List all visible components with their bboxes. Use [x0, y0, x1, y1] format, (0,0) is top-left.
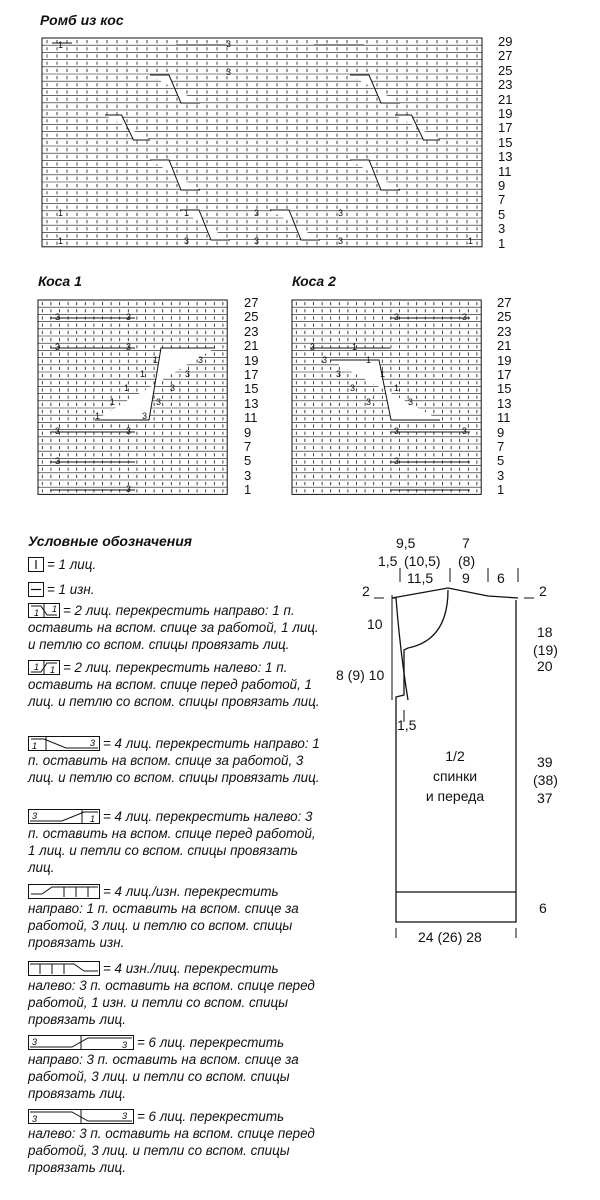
kosa1-mark: 3	[142, 411, 148, 421]
mark-1b-icon: 1	[52, 604, 58, 614]
kosa1-mark: 3	[55, 426, 61, 436]
mark-3f-icon: 3	[122, 1111, 128, 1121]
dim-armhole-right-2: (19)	[533, 642, 558, 658]
romb-mark: 3	[254, 208, 260, 218]
romb-rows-label: 3	[498, 221, 506, 237]
kosa2-rows-label: 11	[497, 410, 511, 426]
romb-mark: 3	[226, 39, 232, 49]
romb-rows-label: 15	[498, 134, 513, 150]
schematic-label-2: спинки	[432, 768, 478, 784]
legend-text-cross4-left-purl: = 4 изн./лиц. перекрестить налево: 3 п. оставить на вспом. спице перед работой, 1 изн. и петли со вспом. спицы провязать лиц.	[28, 961, 315, 1027]
kosa1-mark: 3	[156, 397, 162, 407]
dim-top-b: 7	[462, 535, 470, 551]
kosa1-mark: 3	[126, 484, 132, 494]
legend-text-cross4-right-purl: = 4 лиц./изн. перекрестить направо: 1 п. оставить на вспом. спице за работой, 3 лиц. и петлю со вспом. спицы провязать изн.	[28, 884, 299, 950]
kosa1-rows-label: 1	[244, 482, 252, 498]
romb-mark: 3	[226, 67, 232, 77]
dim-top-g: 9	[462, 570, 470, 586]
romb-mark: 1	[184, 208, 190, 218]
mark-3b-icon: 3	[32, 811, 38, 821]
kosa2-rows-label: 13	[497, 395, 512, 411]
kosa1-mark: 3	[185, 369, 191, 379]
legend-text-knit: = 1 лиц.	[47, 557, 97, 572]
kosa2-mark: 3	[462, 426, 468, 436]
kosa1-rows-label: 15	[244, 381, 259, 397]
dim-top-e: (8)	[458, 553, 476, 569]
kosa2-mark: 3	[462, 312, 468, 322]
legend-text-cross2-right: = 2 лиц. перекрестить направо: 1 п. оставить на вспом. спице за работой, 1 лиц. и петлю со вспом. спицы провязать лиц.	[28, 603, 319, 652]
kosa1-rows-label: 3	[244, 467, 252, 483]
kosa1-mark: 1	[153, 355, 159, 365]
dim-top-h: 6	[497, 570, 505, 586]
kosa1-mark: 3	[198, 355, 204, 365]
mark-3d-icon: 3	[122, 1040, 128, 1050]
kosa1-mark: 3	[126, 342, 132, 352]
romb-mark: 1	[58, 208, 64, 218]
kosa2-mark: 1	[380, 369, 386, 379]
romb-rows-label: 29	[498, 34, 513, 49]
legend-title: Условные обозначения	[28, 533, 193, 549]
dim-body-1: 39	[537, 754, 553, 770]
romb-mark: 1	[58, 236, 64, 246]
mark-3c-icon: 3	[32, 1037, 38, 1047]
kosa1-rows-label: 11	[244, 410, 258, 426]
legend-text-cross2-left: = 2 лиц. перекрестить налево: 1 п. оставить на вспом. спице перед работой, 1 лиц. и петлю со вспом. спицы провязать лиц.	[28, 660, 320, 709]
romb-mark: 3	[254, 236, 260, 246]
romb-mark: 3	[338, 236, 344, 246]
mark-3a-icon: 3	[90, 738, 96, 748]
romb-mark: 1	[468, 236, 474, 246]
dim-armhole-1-5: 1,5	[397, 717, 417, 733]
dim-top-c: 1,5	[378, 553, 398, 569]
kosa2-mark: 3	[408, 397, 414, 407]
kosa1-mark: 3	[55, 456, 61, 466]
kosa1-chart-title: Коса 1	[38, 273, 82, 289]
mark-3e-icon: 3	[32, 1114, 38, 1124]
dim-armhole-left: 8 (9) 10	[336, 667, 385, 683]
mark-1d-icon: 1	[50, 665, 56, 675]
dim-top-f: 11,5	[407, 570, 434, 586]
dim-top-d: (10,5)	[404, 553, 441, 569]
kosa1-mark: 3	[55, 342, 61, 352]
mark-1e-icon: 1	[32, 741, 38, 751]
kosa2-mark: 1	[366, 355, 372, 365]
kosa2-rows-label: 23	[497, 323, 512, 339]
dim-body-2: (38)	[533, 772, 558, 788]
romb-rows-label: 11	[498, 163, 512, 179]
kosa1-rows-label: 25	[244, 309, 259, 325]
kosa2-rows-label: 9	[497, 424, 505, 440]
romb-rows-label: 21	[498, 91, 513, 107]
kosa1-rows-label: 17	[244, 367, 259, 382]
dim-top-a: 9,5	[396, 535, 416, 551]
legend-text-cross4-right: = 4 лиц. перекрестить направо: 1 п. оставить на вспом. спице за работой, 3 лиц. и петлю со вспом. спицы провязать лиц.	[28, 736, 320, 785]
kosa1-mark: 1	[124, 383, 130, 393]
kosa1-rows-label: 21	[244, 338, 259, 354]
kosa2-mark: 3	[394, 456, 400, 466]
kosa1-mark: 3	[126, 426, 132, 436]
kosa1-rows-label: 27	[244, 295, 259, 310]
kosa2-rows-label: 15	[497, 381, 512, 397]
kosa1-rows-label: 19	[244, 352, 259, 368]
romb-rows-label: 27	[498, 48, 513, 64]
romb-chart-title: Ромб из кос	[40, 12, 124, 28]
kosa1-mark: 3	[170, 383, 176, 393]
kosa2-mark: 3	[310, 342, 316, 352]
kosa1-mark: 3	[126, 312, 132, 322]
dim-right-2: 2	[539, 583, 547, 599]
romb-mark: 1	[58, 40, 64, 50]
legend-text-cross6-right: = 6 лиц. перекрестить направо: 3 п. оставить на вспом. спице за работой, 3 лиц. и петли со вспом. спицы провязать лиц.	[28, 1035, 299, 1101]
dim-neck-10: 10	[367, 616, 383, 632]
kosa1-rows-label: 7	[244, 439, 252, 454]
legend-text-purl: = 1 изн.	[47, 582, 95, 597]
kosa1-rows-label: 13	[244, 395, 259, 411]
kosa1-rows-label: 5	[244, 453, 252, 469]
dim-body-3: 37	[537, 790, 553, 806]
romb-rows-label: 17	[498, 120, 513, 136]
romb-rows-label: 7	[498, 192, 506, 208]
mark-1f-icon: 1	[90, 814, 96, 824]
romb-rows-label: 13	[498, 149, 513, 165]
kosa2-rows-label: 19	[497, 352, 512, 368]
romb-rows-label: 19	[498, 106, 513, 121]
kosa2-chart-title: Коса 2	[292, 273, 336, 289]
legend-text-cross4-left: = 4 лиц. перекрестить налево: 3 п. оставить на вспом. спице перед работой, 1 лиц. и петли со вспом. спицы провязать лиц.	[28, 809, 316, 875]
kosa2-rows-label: 1	[497, 482, 505, 498]
kosa2-rows-label: 25	[497, 309, 512, 325]
romb-mark: 3	[338, 208, 344, 218]
kosa1-mark: 3	[55, 312, 61, 322]
legend-text-cross6-left: = 6 лиц. перекрестить налево: 3 п. оставить на вспом. спице перед работой, 3 лиц. и петли со вспом. спицы провязать лиц.	[28, 1109, 315, 1175]
dim-armhole-right-3: 20	[537, 658, 553, 674]
romb-rows-label: 5	[498, 206, 506, 222]
kosa1-rows-label: 9	[244, 424, 252, 440]
kosa2-mark: 3	[322, 355, 328, 365]
dim-width: 24 (26) 28	[418, 929, 482, 945]
dim-rib: 6	[539, 900, 547, 916]
dim-armhole-right-1: 18	[537, 624, 553, 640]
kosa2-rows-label: 7	[497, 439, 505, 454]
shoulder-line	[392, 588, 518, 598]
schematic-label-1: 1/2	[445, 748, 465, 764]
kosa2-rows-label: 27	[497, 295, 512, 310]
kosa1-mark: 1	[140, 369, 146, 379]
romb-rows-label: 25	[498, 62, 513, 78]
kosa2-rows-label: 5	[497, 453, 505, 469]
kosa1-mark: 1	[95, 411, 101, 421]
kosa2-mark: 3	[394, 426, 400, 436]
romb-mark: 3	[184, 236, 190, 246]
kosa2-mark: 3	[366, 397, 372, 407]
kosa2-mark: 3	[350, 383, 356, 393]
kosa2-mark: 1	[352, 342, 358, 352]
dim-left-2: 2	[362, 583, 370, 599]
kosa2-rows-label: 21	[497, 338, 512, 354]
mark-1c-icon: 1	[34, 662, 40, 672]
kosa1-rows-label: 23	[244, 323, 259, 339]
kosa2-rows-label: 3	[497, 467, 505, 483]
kosa2-mark: 3	[394, 312, 400, 322]
kosa1-mark: 1	[110, 397, 116, 407]
schematic-label-3: и переда	[425, 788, 485, 804]
mark-1-icon: 1	[34, 608, 40, 618]
romb-rows-label: 9	[498, 178, 506, 193]
kosa2-rows-label: 17	[497, 367, 512, 382]
kosa2-mark: 1	[394, 383, 400, 393]
kosa2-mark: 3	[336, 369, 342, 379]
romb-rows-label: 23	[498, 77, 513, 93]
romb-rows-label: 1	[498, 235, 506, 251]
